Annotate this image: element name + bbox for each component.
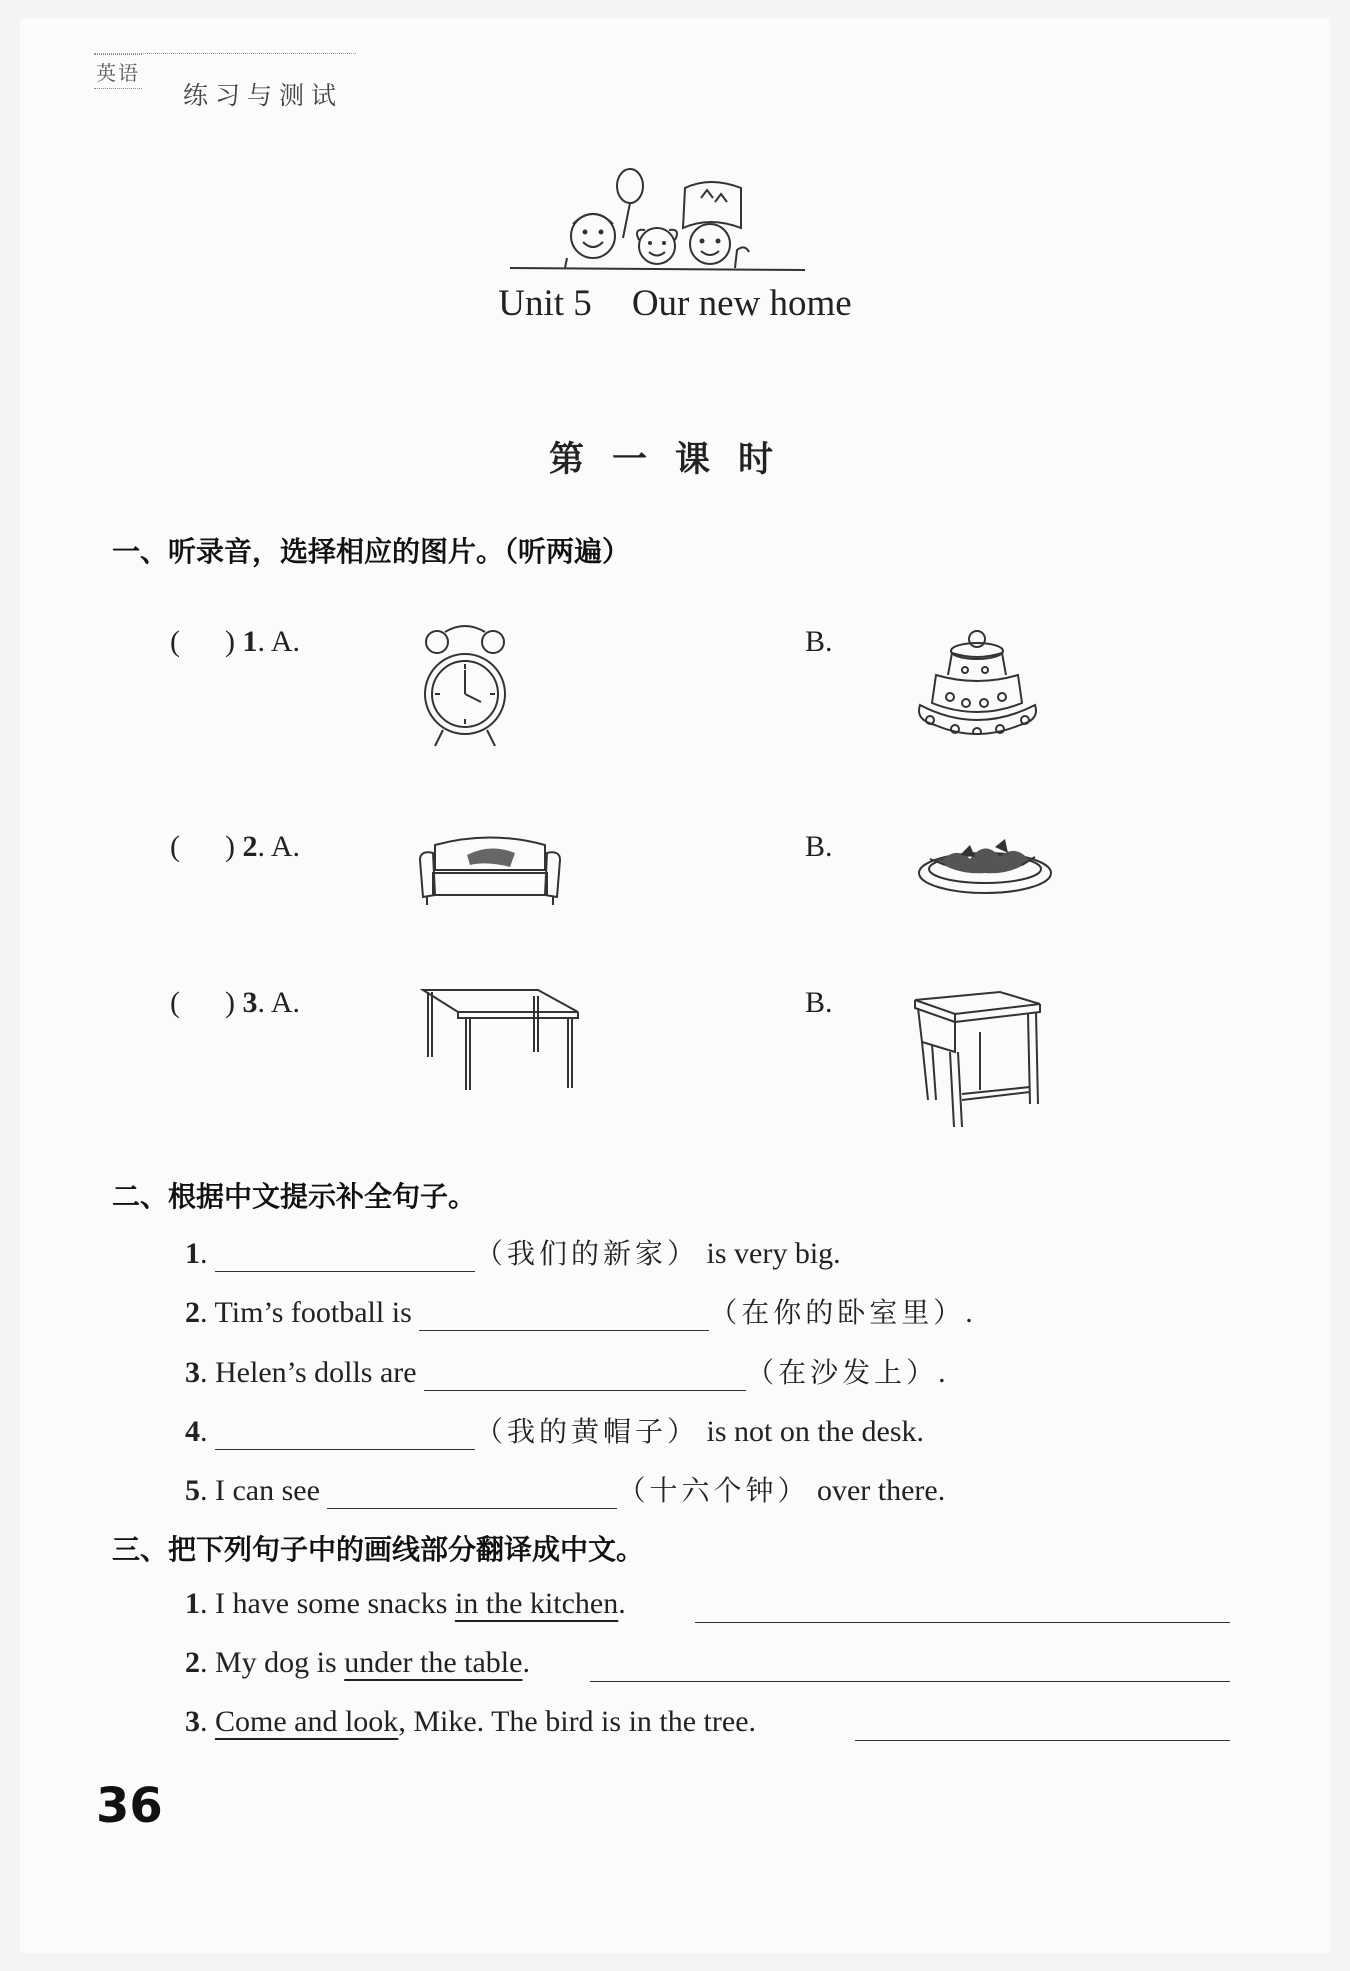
fill-sentence-1: 1. （我们的新家） is very big. bbox=[185, 1237, 841, 1270]
page-number: 36 bbox=[96, 1778, 163, 1834]
option-b-label: B. bbox=[805, 830, 833, 863]
underlined-phrase: Come and look bbox=[215, 1705, 399, 1738]
item-number: 2 bbox=[242, 830, 258, 863]
unit-number: Unit 5 bbox=[498, 283, 592, 324]
desk-icon bbox=[910, 982, 1045, 1132]
chinese-hint: （十六个钟） bbox=[617, 1474, 810, 1507]
option-a-label: A. bbox=[270, 625, 301, 658]
chinese-hint: （我们的新家） bbox=[475, 1237, 700, 1270]
header-book-title: 练习与测试 bbox=[183, 81, 344, 110]
sentence-end: is very big. bbox=[706, 1237, 841, 1270]
chinese-hint: （在你的卧室里） bbox=[709, 1296, 966, 1329]
sentence-end: . bbox=[618, 1587, 626, 1620]
lesson-heading: 第一课时 bbox=[548, 439, 801, 480]
section2-heading: 二、根据中文提示补全句子。 bbox=[112, 1180, 477, 1213]
translation-line[interactable] bbox=[855, 1740, 1230, 1741]
item-number: 3 bbox=[242, 986, 258, 1019]
cake-icon bbox=[910, 625, 1045, 735]
sentence-text: My dog is bbox=[215, 1646, 337, 1679]
salad-plate-icon bbox=[910, 825, 1060, 900]
sentence-text: I have some snacks bbox=[215, 1587, 448, 1620]
fill-sentence-4: 4. （我的黄帽子） is not on the desk. bbox=[185, 1415, 925, 1448]
item-number: 3 bbox=[185, 1356, 200, 1389]
unit-name: Our new home bbox=[631, 283, 852, 324]
answer-blank[interactable] bbox=[327, 1474, 617, 1509]
chinese-hint: （我的黄帽子） bbox=[475, 1415, 700, 1448]
item-number: 2 bbox=[185, 1296, 200, 1329]
sentence-start: I can see bbox=[215, 1474, 320, 1507]
alarm-clock-icon bbox=[415, 622, 515, 754]
item-number: 1 bbox=[242, 625, 258, 658]
option-b-label: B. bbox=[805, 986, 833, 1019]
translate-sentence-1: 1. I have some snacks in the kitchen. bbox=[185, 1587, 626, 1620]
sentence-start: Helen’s dolls are bbox=[215, 1356, 417, 1389]
translation-line[interactable] bbox=[695, 1622, 1230, 1623]
item-number: 5 bbox=[185, 1474, 200, 1507]
underlined-phrase: in the kitchen bbox=[454, 1587, 619, 1620]
answer-blank[interactable] bbox=[419, 1296, 709, 1331]
unit-title bbox=[0, 282, 1350, 325]
fill-sentence-2: 2. Tim’s football is （在你的卧室里）. bbox=[185, 1296, 973, 1329]
sentence-end: . bbox=[522, 1646, 530, 1679]
sentence-start: Tim’s football is bbox=[214, 1296, 412, 1329]
translate-sentence-2: 2. My dog is under the table. bbox=[185, 1646, 530, 1679]
item-number: 1 bbox=[185, 1587, 200, 1620]
sentence-end: . bbox=[965, 1296, 973, 1329]
item-number: 1 bbox=[185, 1237, 200, 1270]
answer-paren[interactable]: ( ) bbox=[170, 986, 235, 1019]
answer-blank[interactable] bbox=[215, 1237, 475, 1272]
sentence-end: . bbox=[938, 1356, 946, 1389]
table-icon bbox=[418, 982, 583, 1094]
kids-illustration bbox=[505, 168, 815, 276]
underlined-phrase: under the table bbox=[344, 1646, 523, 1679]
option-b-label: B. bbox=[805, 625, 833, 658]
listen-item-2: ( ) 2. A. bbox=[170, 830, 301, 863]
sentence-end: , Mike. The bird is in the tree. bbox=[398, 1705, 757, 1738]
answer-blank[interactable] bbox=[424, 1356, 746, 1391]
item-number: 4 bbox=[185, 1415, 200, 1448]
item-number: 2 bbox=[185, 1646, 200, 1679]
answer-paren[interactable]: ( ) bbox=[170, 625, 235, 658]
answer-paren[interactable]: ( ) bbox=[170, 830, 235, 863]
translation-line[interactable] bbox=[590, 1681, 1230, 1682]
listen-item-3: ( ) 3. A. bbox=[170, 986, 301, 1019]
header-subject: 英语 bbox=[94, 54, 142, 89]
fill-sentence-3: 3. Helen’s dolls are （在沙发上）. bbox=[185, 1356, 946, 1389]
answer-blank[interactable] bbox=[215, 1415, 475, 1450]
chinese-hint: （在沙发上） bbox=[746, 1356, 939, 1389]
fill-sentence-5: 5. I can see （十六个钟） over there. bbox=[185, 1474, 946, 1507]
listen-item-1: ( ) 1. A. bbox=[170, 625, 301, 658]
section3-heading: 三、把下列句子中的画线部分翻译成中文。 bbox=[112, 1533, 645, 1566]
option-a-label: A. bbox=[270, 830, 301, 863]
section1-heading: 一、听录音，选择相应的图片。（听两遍） bbox=[112, 535, 631, 568]
item-number: 3 bbox=[185, 1705, 200, 1738]
sofa-icon bbox=[415, 825, 565, 910]
option-a-label: A. bbox=[270, 986, 301, 1019]
translate-sentence-3: 3. Come and look, Mike. The bird is in the tree. bbox=[185, 1705, 757, 1738]
sentence-end: over there. bbox=[816, 1474, 946, 1507]
sentence-end: is not on the desk. bbox=[706, 1415, 925, 1448]
